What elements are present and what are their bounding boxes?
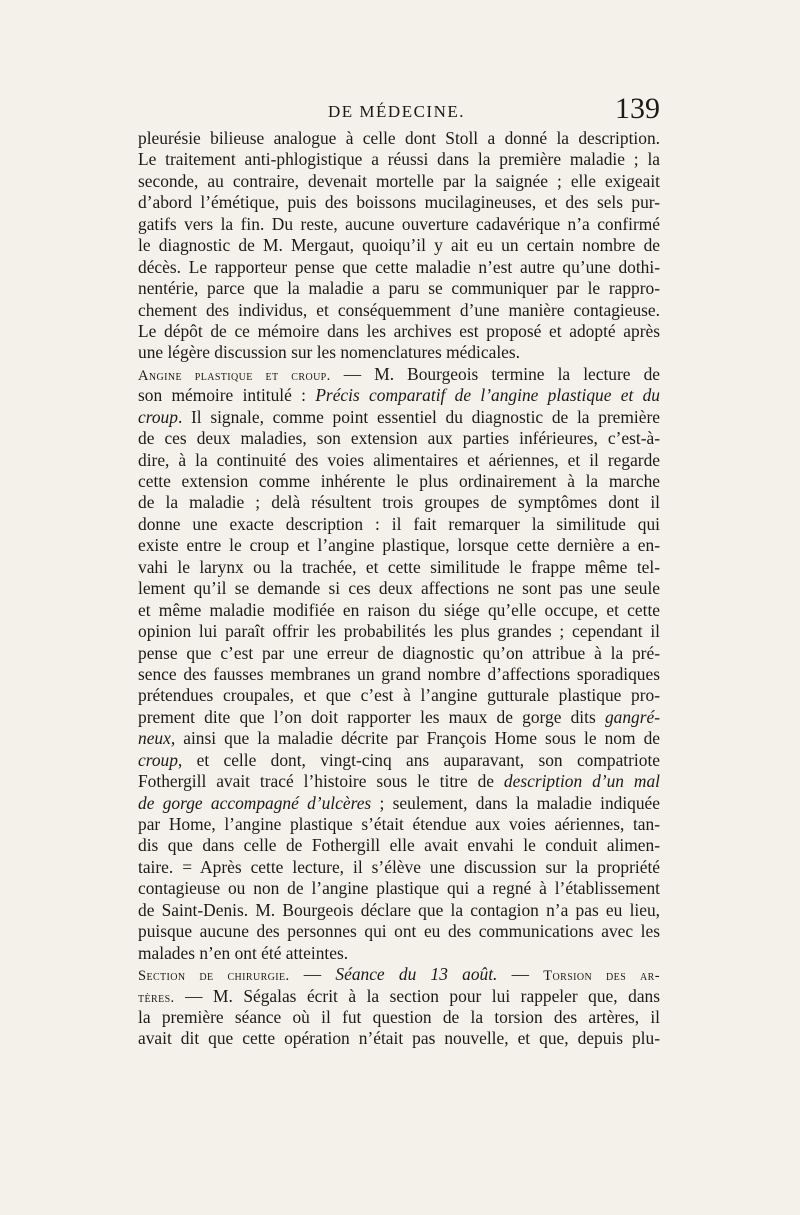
body-text bbox=[138, 128, 660, 1050]
text-line bbox=[138, 986, 660, 1007]
text-segment: donne une exacte description : il fait remarquer la similitude qui bbox=[138, 513, 660, 534]
text-line bbox=[138, 192, 660, 213]
text-segment: cette extension comme inhérente le plus ordinairement à la marche bbox=[138, 471, 660, 491]
text-line bbox=[138, 728, 660, 749]
text-segment: sence des fausses membranes un grand nombre d’affections sporadiques bbox=[138, 663, 660, 684]
text-segment: Le dépôt de ce mémoire dans les archives est proposé et adopté après bbox=[138, 320, 660, 341]
text-line bbox=[138, 835, 660, 856]
text-line bbox=[138, 878, 660, 899]
text-line bbox=[138, 578, 660, 599]
text-segment: décès. Le rapporteur pense que cette maladie n’est autre qu’une dothi- bbox=[138, 256, 660, 277]
text-segment: gatifs vers la fin. Du reste, aucune ouverture cadavérique n’a confirmé bbox=[138, 213, 660, 234]
text-line bbox=[138, 407, 660, 428]
text-line bbox=[138, 128, 660, 149]
text-line bbox=[138, 943, 660, 964]
text-line bbox=[138, 428, 660, 449]
running-head: DE MÉDECINE. bbox=[328, 102, 465, 121]
text-line bbox=[138, 321, 660, 342]
text-segment: d’abord l’émétique, puis des boissons mucilagineuses, et des sels pur- bbox=[138, 192, 660, 213]
page-header bbox=[138, 92, 660, 132]
text-segment: avait dit que cette opération n’était pas nouvelle, et que, depuis plu- bbox=[138, 1028, 660, 1049]
text-segment: — M. Bourgeois termine la lecture de bbox=[330, 363, 660, 384]
text-segment: la première séance où il fut question de la torsion des artères, il bbox=[138, 1006, 660, 1027]
text-segment: . Il signale, comme point essentiel du diagnostic de la première bbox=[177, 406, 660, 427]
text-line bbox=[138, 1028, 660, 1049]
text-segment: par Home, l’angine plastique s’était étendue aux voies aériennes, tan- bbox=[138, 814, 660, 834]
text-line bbox=[138, 514, 660, 535]
text-line bbox=[138, 600, 660, 621]
text-line bbox=[138, 450, 660, 471]
italic-text: de gorge accompagné d’ulcères bbox=[138, 792, 372, 813]
small-caps-heading: tères. bbox=[138, 989, 175, 1006]
text-line bbox=[138, 664, 660, 685]
text-segment: taire. = Après cette lecture, il s’élève une discussion sur la propriété bbox=[138, 856, 660, 877]
text-segment: Le traitement anti-phlogistique a réussi dans la première maladie ; la bbox=[138, 149, 660, 170]
text-line bbox=[138, 149, 660, 170]
text-segment: dis que dans celle de Fothergill elle avait envahi le conduit alimen- bbox=[138, 835, 660, 856]
text-segment: une légère discussion sur les nomenclatures médicales. bbox=[138, 342, 520, 363]
text-segment: pense que c’est par une erreur de diagnostic qu’on attribue à la pré- bbox=[138, 642, 660, 663]
text-segment: prement dite que l’on doit rapporter les maux de gorge dits bbox=[138, 706, 605, 727]
text-segment: de la maladie ; delà résultent trois groupes de symptômes dont il bbox=[138, 492, 660, 513]
text-line bbox=[138, 257, 660, 278]
text-line bbox=[138, 643, 660, 664]
small-caps-heading: Section de chirurgie. bbox=[138, 968, 290, 985]
text-segment: de Saint-Denis. M. Bourgeois déclare que la contagion n’a pas eu lieu, bbox=[138, 899, 660, 920]
text-line bbox=[138, 793, 660, 814]
text-segment: lement qu’il se demande si ces deux affections ne sont pas une seule bbox=[138, 578, 660, 599]
text-segment: chement des individus, et conséquemment d’une manière contagieuse. bbox=[138, 299, 660, 320]
text-line bbox=[138, 385, 660, 406]
text-segment: Fothergill avait tracé l’histoire sous le titre de bbox=[138, 771, 504, 792]
italic-text: Séance du 13 août. bbox=[335, 964, 498, 985]
italic-text: croup bbox=[138, 406, 178, 427]
text-line bbox=[138, 171, 660, 192]
text-segment: ainsi que la maladie décrite par François Home sous le nom de bbox=[175, 728, 660, 749]
text-line bbox=[138, 235, 660, 256]
text-line bbox=[138, 750, 660, 771]
text-segment: et même maladie modifiée en raison du siége qu’elle occupe, et cette bbox=[138, 599, 660, 620]
text-segment: seconde, au contraire, devenait mortelle par la saignée ; elle exigeait bbox=[138, 170, 660, 191]
text-line bbox=[138, 492, 660, 513]
small-caps-heading: Torsion des ar- bbox=[543, 968, 660, 985]
text-segment: — bbox=[289, 964, 336, 985]
text-line bbox=[138, 364, 660, 385]
page-number: 139 bbox=[615, 92, 660, 125]
text-segment: malades n’en ont été atteintes. bbox=[138, 942, 349, 963]
text-line bbox=[138, 1007, 660, 1028]
text-line bbox=[138, 214, 660, 235]
text-line bbox=[138, 471, 660, 492]
text-line bbox=[138, 900, 660, 921]
text-line bbox=[138, 857, 660, 878]
text-segment: puisque aucune des personnes qui ont eu des communications avec les bbox=[138, 921, 660, 942]
italic-text: croup, bbox=[138, 749, 183, 770]
text-segment: nentérie, parce que la maladie a paru se communiquer par le rappro- bbox=[138, 278, 660, 299]
text-line bbox=[138, 621, 660, 642]
text-segment: ; seulement, dans la maladie indiquée bbox=[371, 792, 660, 813]
italic-text: Précis comparatif de l’angine plastique et du bbox=[315, 385, 660, 406]
text-segment: et celle dont, vingt-cinq ans auparavant, son compatriote bbox=[182, 749, 660, 770]
text-segment: le diagnostic de M. Mergaut, quoiqu’il y ait eu un certain nombre de bbox=[138, 235, 660, 256]
text-line bbox=[138, 278, 660, 299]
text-segment: opinion lui paraît offrir les probabilités les plus grandes ; cependant il bbox=[138, 621, 660, 642]
small-caps-heading: Angine plastique et croup. bbox=[138, 367, 331, 384]
text-segment: dire, à la continuité des voies alimentaires et aériennes, et il regarde bbox=[138, 449, 660, 470]
text-line bbox=[138, 300, 660, 321]
italic-text: gangré- bbox=[604, 706, 660, 727]
text-segment: vahi le larynx ou la trachée, et cette similitude le frappe même tel- bbox=[138, 556, 660, 577]
text-line bbox=[138, 342, 660, 363]
text-segment: son mémoire intitulé : bbox=[138, 385, 316, 406]
text-line bbox=[138, 535, 660, 556]
text-segment: prétendues croupales, et que c’est à l’angine gutturale plastique pro- bbox=[138, 685, 660, 706]
text-line bbox=[138, 771, 660, 792]
text-segment: contagieuse ou non de l’angine plastique qui a regné à l’établissement bbox=[138, 878, 660, 899]
text-line bbox=[138, 964, 660, 985]
text-line bbox=[138, 814, 660, 835]
text-line bbox=[138, 557, 660, 578]
text-segment: — M. Ségalas écrit à la section pour lui rappeler que, dans bbox=[174, 985, 660, 1006]
italic-text: description d’un mal bbox=[503, 771, 660, 792]
text-segment: — bbox=[497, 964, 544, 985]
text-segment: de ces deux maladies, son extension aux parties inférieures, c’est-à- bbox=[138, 428, 660, 449]
text-segment: pleurésie bilieuse analogue à celle dont Stoll a donné la description. bbox=[138, 128, 660, 148]
italic-text: neux, bbox=[138, 728, 176, 749]
text-line bbox=[138, 685, 660, 706]
text-line bbox=[138, 921, 660, 942]
text-segment: existe entre le croup et l’angine plastique, lorsque cette dernière a en- bbox=[138, 535, 660, 556]
text-line bbox=[138, 707, 660, 728]
